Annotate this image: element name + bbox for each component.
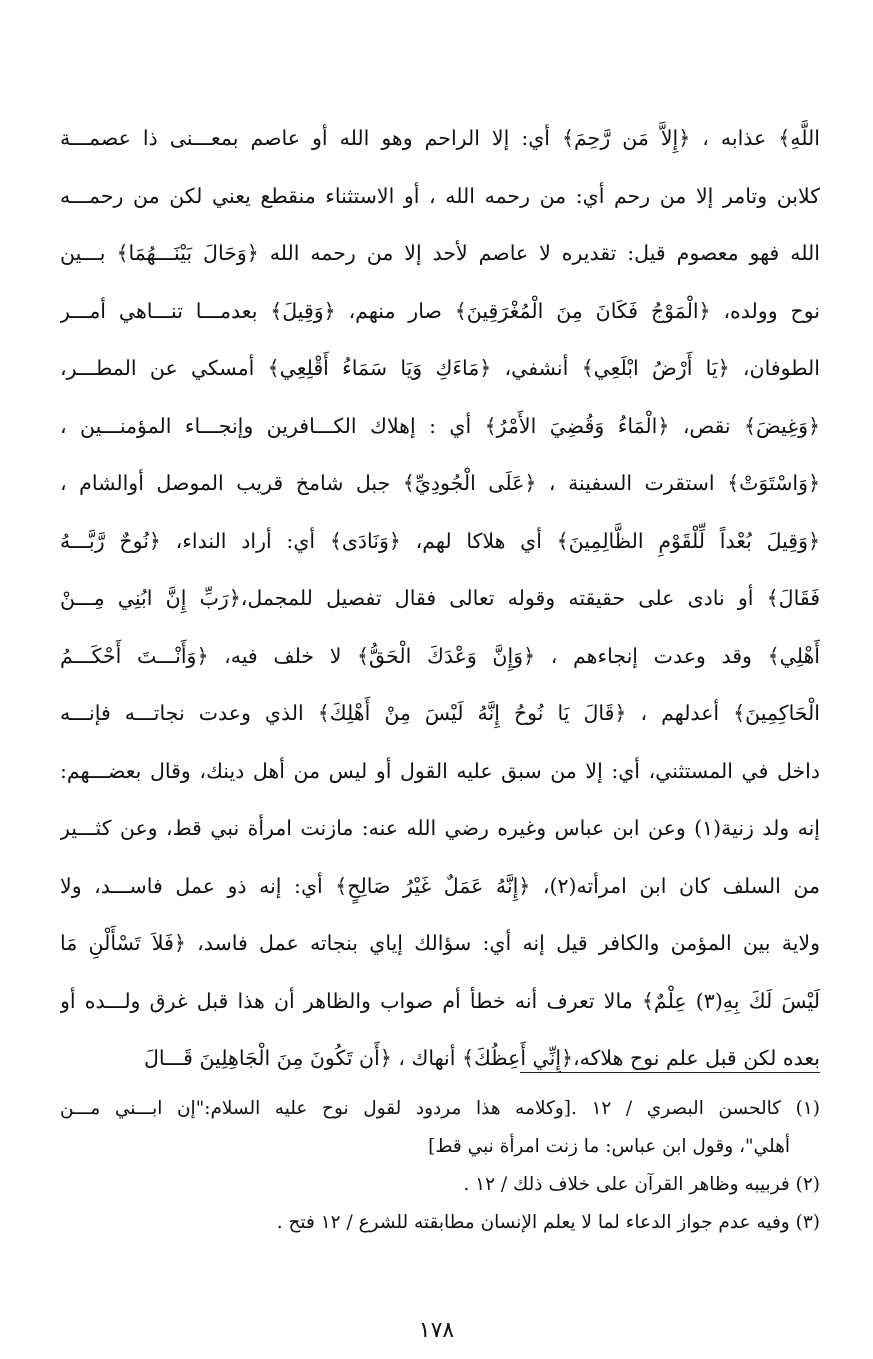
footnote-1-continuation: أهلي"، وقول ابن عباس: ما زنت امرأة نبي قط] [428,1136,790,1157]
footnote-separator [520,1072,820,1073]
text-line: نوح وولده، ﴿الْمَوْجُ فَكَانَ مِنَ الْمُغْرَقِينَ﴾ صار منهم، ﴿وَقِيلَ﴾ بعدمـــا تنـــاهي أمـــر [60,298,820,323]
text-line: ولاية بين المؤمن والكافر قيل إنه أي: سؤالك إياي بنجاته عمل فاسد، ﴿فَلاَ تَسْأَلْنِ مَا [60,931,820,955]
text-line: أَهْلِي﴾ وقد وعدت إنجاءهم ، ﴿وَإِنَّ وَعْدَكَ الْحَقُّ﴾ لا خلف فيه، ﴿وَأَنْـــتَ أَحْكَـــمُ [60,643,820,668]
text-line: إنه ولد زنية(١) وعن ابن عباس وغيره رضي الله عنه: مازنت امرأة نبي قط، وعن كثـــير [60,816,820,840]
text-line: كلابن وتامر إلا من رحم أي: من رحمه الله ، أو الاستثناء منقطع يعني لكن من رحمـــه [60,183,820,208]
text-line: بعده لكن قبل علم نوح هلاكه،﴿إِنِّي أَعِظُكَ﴾ أنهاك ، ﴿أَن تَكُونَ مِنَ الْجَاهِلِينَ قَـــالَ [143,1046,820,1070]
footnote-3: (٣) وفيه عدم جواز الدعاء لما لا يعلم الإنسان مطابقته للشرع / ١٢ فتح . [276,1212,820,1233]
footnote-2: (٢) فربيبه وظاهر القرآن على خلاف ذلك / ١٢ . [463,1174,820,1195]
footnote-1: (١) كالحسن البصري / ١٢ .[وكلامه هذا مردود لقول نوح عليه السلام:"إن ابـــني مـــن [60,1098,820,1119]
text-line: داخل في المستثني، أي: إلا من سبق عليه القول أو ليس من أهل دينك، وقال بعضـــهم: [60,758,820,783]
text-line: اللَّهِ﴾ عذابه ، ﴿إِلاَّ مَن رَّحِمَ﴾ أي: إلا الراحم وهو الله أو عاصم بمعـــنى ذا عصمـــة [60,126,820,150]
text-line: ﴿وَقِيلَ بُعْداً لِّلْقَوْمِ الظَّالِمِينَ﴾ أي هلاكا لهم، ﴿وَنَادَى﴾ أي: أراد النداء، ﴿نُوحٌ رَّبَّـــهُ [60,528,820,553]
footnotes-block [60,1090,820,1242]
text-line: الطوفان، ﴿يَا أَرْضُ ابْلَعِي﴾ أنشفي، ﴿مَاءَكِ وَيَا سَمَاءُ أَقْلِعِي﴾ أمسكي عن المطـــر، [60,356,820,380]
text-line: ﴿وَغِيضَ﴾ نقص، ﴿الْمَاءُ وَقُضِيَ الأَمْرُ﴾ أي : إهلاك الكـــافرين وإنجـــاء المؤمنـــين ، [60,413,820,438]
text-line: لَيْسَ لَكَ بِهِ(٣) عِلْمٌ﴾ مالا تعرف أنه خطأ أم صواب والظاهر أن هذا قبل غرق ولـــده أو [60,988,820,1013]
text-line: الْحَاكِمِينَ﴾ أعدلهم ، ﴿قَالَ يَا نُوحُ إِنَّهُ لَيْسَ مِنْ أَهْلِكَ﴾ الذي وعدت نجاتـــه فإنـــه [60,701,820,725]
text-line: فَقَالَ﴾ أو نادى على حقيقته وقوله تعالى فقال تفصيل للمجمل،﴿رَبِّ إِنَّ ابُنِي مِـــنْ [60,586,820,610]
text-line: الله فهو معصوم قيل: تقديره لا عاصم لأحد إلا من رحمه الله ﴿وَحَالَ بَيْنَـــهُمَا﴾ بـــين [60,241,820,265]
page-number: ١٧٨ [418,1318,455,1343]
text-line: من السلف كان ابن امرأته(٢)، ﴿إِنَّهُ عَمَلٌ غَيْرُ صَالِحٍ﴾ أي: إنه ذو عمل فاســـد، ولا [60,873,820,898]
text-line: ﴿وَاسْتَوَتْ﴾ استقرت السفينة ، ﴿عَلَى الْجُودِيِّ﴾ جبل شامخ قريب الموصل أوالشام ، [60,471,820,495]
main-text-block [60,110,820,1088]
